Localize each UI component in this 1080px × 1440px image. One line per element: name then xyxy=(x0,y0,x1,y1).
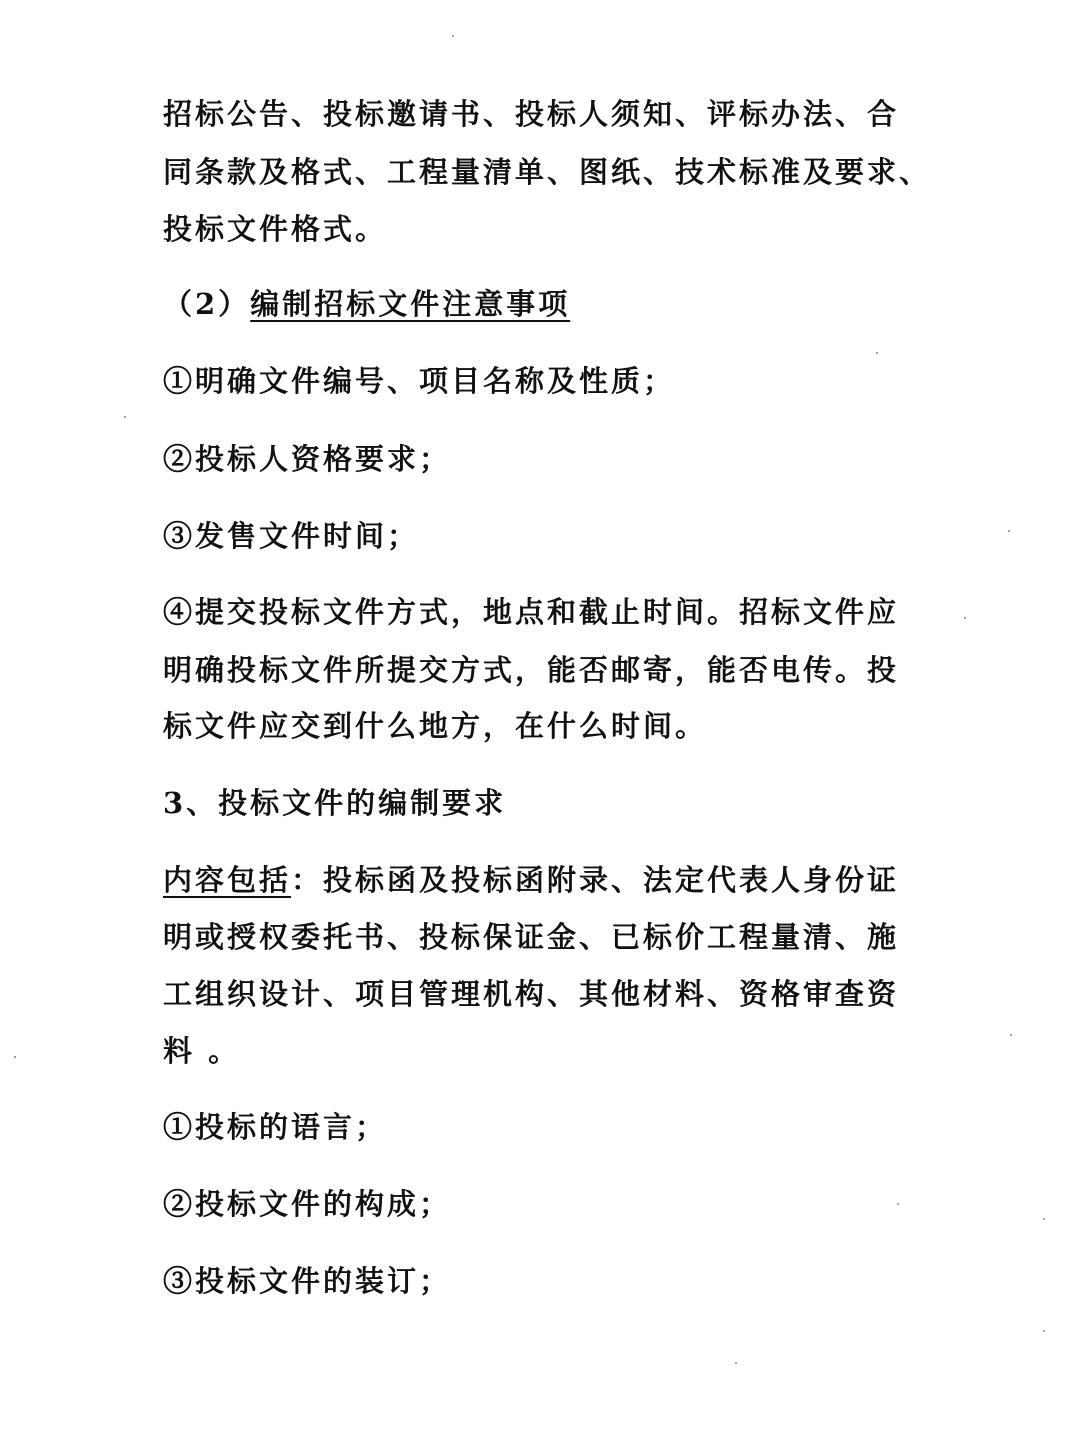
section-3-item-2: ②投标文件的构成； xyxy=(163,1187,452,1221)
section-2-item-3: ③发售文件时间； xyxy=(163,519,420,553)
section-3-item-3: ③投标文件的装订； xyxy=(163,1264,452,1298)
scan-speck xyxy=(1010,1034,1012,1036)
scan-speck xyxy=(964,617,966,619)
section-3-item-1: ①投标的语言； xyxy=(163,1110,388,1144)
scan-speck xyxy=(1043,1330,1045,1332)
intro-line-1: 招标公告、投标邀请书、投标人须知、评标办法、合 xyxy=(163,97,900,131)
scan-speck xyxy=(452,35,454,37)
section-2-item-4-line-2: 明确投标文件所提交方式，能否邮寄，能否电传。投 xyxy=(163,653,900,687)
section-2-item-2: ②投标人资格要求； xyxy=(163,442,452,476)
intro-line-3: 投标文件格式。 xyxy=(163,212,388,246)
scan-speck xyxy=(735,1362,737,1364)
section-2-heading xyxy=(163,284,923,324)
section-2-item-1: ①明确文件编号、项目名称及性质； xyxy=(163,364,676,398)
section-3-content-line-3: 工组织设计、项目管理机构、其他材料、资格审查资 xyxy=(163,977,900,1011)
scan-speck xyxy=(897,1203,899,1205)
section-3-heading: 3、投标文件的编制要求 xyxy=(163,786,507,820)
content-line-1-rest: ：投标函及投标函附录、法定代表人身份证 xyxy=(291,863,900,897)
intro-line-2: 同条款及格式、工程量清单、图纸、技术标准及要求、 xyxy=(163,155,932,189)
section-2-title: 编制招标文件注意事项 xyxy=(250,287,571,321)
section-2-item-4-line-1: ④提交投标文件方式，地点和截止时间。招标文件应 xyxy=(163,595,900,629)
section-2-prefix: （2） xyxy=(163,287,251,321)
content-label: 内容包括 xyxy=(163,863,292,897)
section-2-item-4-line-3: 标文件应交到什么地方，在什么时间。 xyxy=(163,709,708,743)
scan-speck xyxy=(1008,530,1010,532)
scan-speck xyxy=(1043,1218,1045,1220)
section-3-content-line-4: 料 。 xyxy=(163,1034,241,1068)
scan-speck xyxy=(14,1056,16,1058)
scan-speck xyxy=(876,352,878,354)
section-3-content-line-2: 明或授权委托书、投标保证金、已标价工程量清、施 xyxy=(163,920,900,954)
section-3-content-line-1 xyxy=(163,860,923,900)
scan-speck xyxy=(124,416,126,418)
